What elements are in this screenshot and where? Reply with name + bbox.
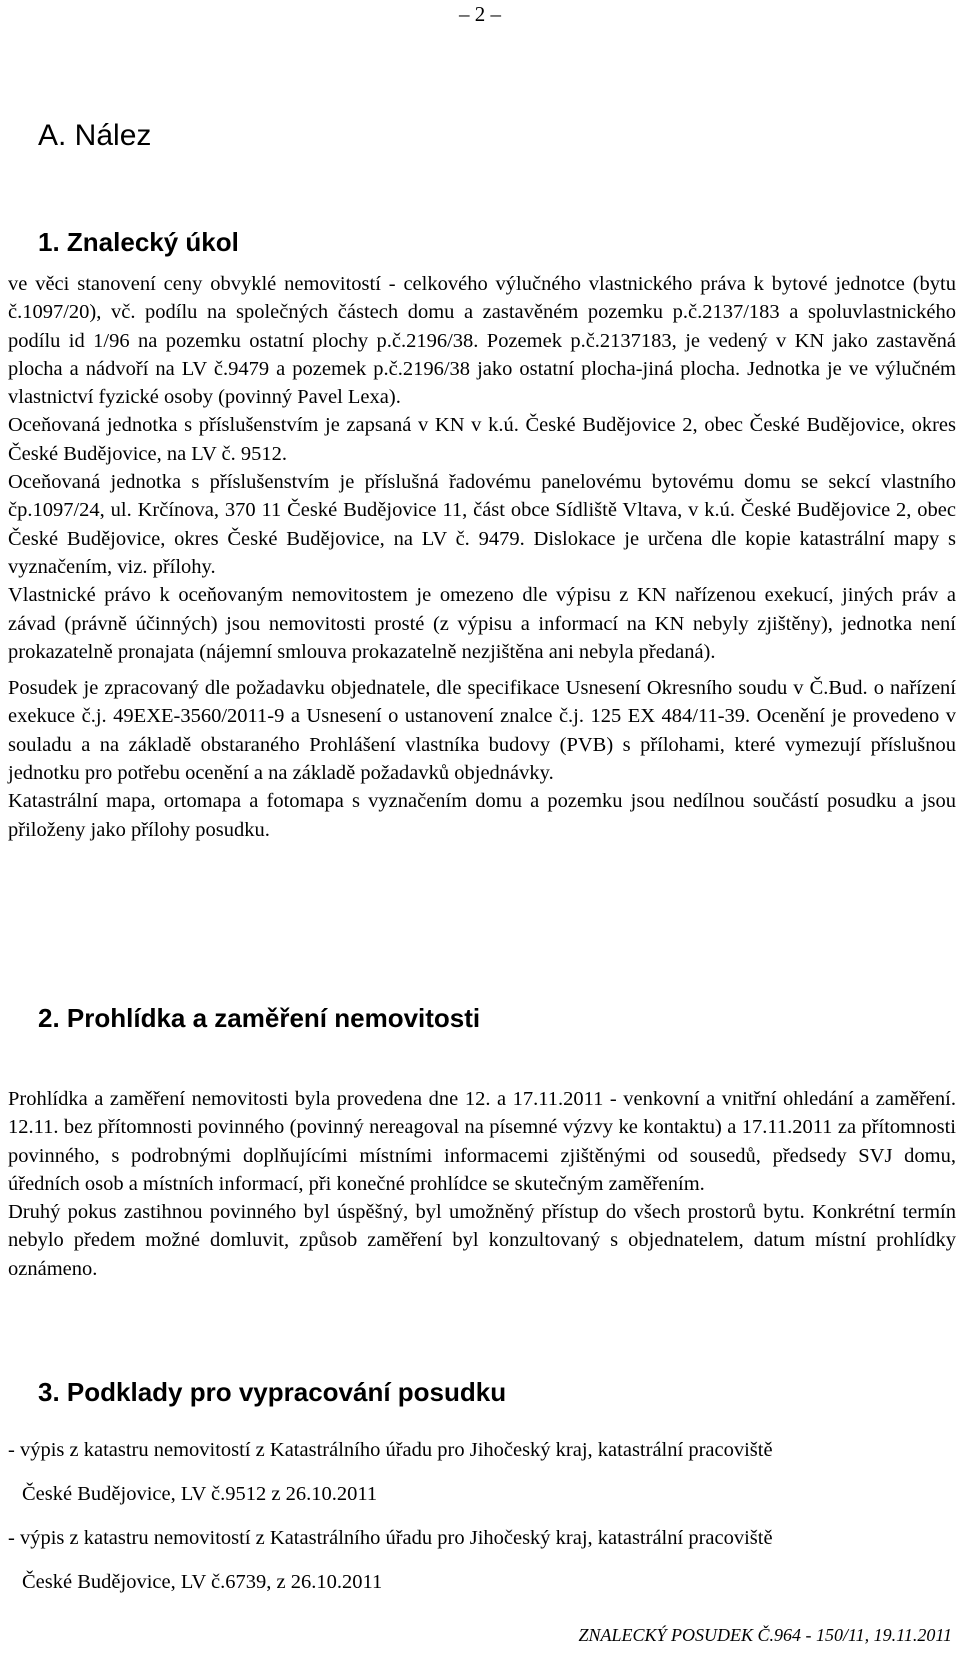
paragraph: Oceňovaná jednotka s příslušenstvím je zapsaná v KN v k.ú. České Budějovice 2, obec České Budějovice, okres České Budějovice, na LV č. 9512.: [8, 414, 956, 465]
heading-nalez: A. Nález: [38, 119, 152, 152]
paragraph: Posudek je zpracovaný dle požadavku objednatele, dle specifikace Usnesení Okresního soudu v Č.Bud. o nařízení exekuce č.j. 49EXE-3560/2011-9 a Usnesení o ustanovení znalce č.j. 125 EX 484/11-39. Ocenění je provedeno v souladu a na základě obstaraného Prohlášení vlastníka budovy (PVB) s přílohami, které vymezují příslušnou jednotku pro potřebu ocenění a na základě požadavků objednávky.: [8, 677, 956, 785]
paragraph: Druhý pokus zastihnou povinného byl úspěšný, byl umožněný přístup do všech prostorů bytu. Konkrétní termín nebylo předem možné domluvit, způsob zaměření byl konzultovaný s objednatelem, datum místní prohlídky oznámeno.: [8, 1201, 956, 1280]
paragraph: ve věci stanovení ceny obvyklé nemovitostí - celkového výlučného vlastnického práva k bytové jednotce (bytu č.1097/20), vč. podílu na společných částech domu a zastavěném pozemku p.č.2137/183 a spoluvlastnického podílu id 1/96 na pozemku ostatní plochy p.č.2196/38. Pozemek p.č.2137183, je vedený v KN jako zastavěná plocha a nádvoří na LV č.9479 a pozemek p.č.2196/38 jako ostatní plocha-jiná plocha. Jednotka je ve výlučném vlastnictví fyzické osoby (povinný Pavel Lexa).: [8, 273, 956, 409]
source-item-1-line1: - výpis z katastru nemovitostí z Katastrálního úřadu pro Jihočeský kraj, katastrální pracoviště: [8, 1439, 773, 1461]
paragraph: Katastrální mapa, ortomapa a fotomapa s vyznačením domu a pozemku jsou nedílnou součástí posudku a jsou přiloženy jako přílohy posudku.: [8, 790, 956, 841]
section-2-body: [8, 1085, 956, 1283]
section-1-body: [8, 270, 956, 844]
source-item-1-line2: České Budějovice, LV č.9512 z 26.10.2011: [22, 1483, 378, 1505]
source-item-2-line2: České Budějovice, LV č.6739, z 26.10.2011: [22, 1571, 383, 1593]
source-item-2-line1: - výpis z katastru nemovitostí z Katastrálního úřadu pro Jihočeský kraj, katastrální pracoviště: [8, 1527, 773, 1549]
section-1-title: 1. Znalecký úkol: [38, 227, 239, 257]
paragraph: Prohlídka a zaměření nemovitosti byla provedena dne 12. a 17.11.2011 - venkovní a vnitřní ohledání a zaměření. 12.11. bez přítomnosti povinného (povinný nereagoval na písemné výzvy ke kontaktu) a 17.11.2011 za přítomnosti povinného, s podrobnými doplňujícími místními informacemi zjištěnými od sousedů, předsedy SVJ domu, úředních osob a místních informací, při konečné prohlídce se skutečným zaměřením.: [8, 1088, 956, 1195]
section-2-title: 2. Prohlídka a zaměření nemovitosti: [38, 1003, 481, 1033]
section-3-title: 3. Podklady pro vypracování posudku: [38, 1377, 507, 1407]
page-number: – 2 –: [459, 2, 501, 26]
paragraph: Vlastnické právo k oceňovaným nemovitostem je omezeno dle výpisu z KN nařízenou exekucí, jiných práv a závad (právně účinných) jsou nemovitosti prosté (z výpisu a informací na KN nebyly zjištěny), jednotka není prokazatelně pronajata (nájemní smlouva prokazatelně nezjištěna ani nebyla předaná).: [8, 584, 956, 663]
paragraph: Oceňovaná jednotka s příslušenstvím je příslušná řadovému panelovému bytovému domu se sekcí vlastního čp.1097/24, ul. Krčínova, 370 11 České Budějovice 11, část obce Sídliště Vltava, v k.ú. České Budějovice 2, obec České Budějovice, okres České Budějovice, na LV č. 9479. Dislokace je určena dle kopie katastrální mapy s vyznačením, viz. přílohy.: [8, 471, 956, 578]
page-footer: ZNALECKÝ POSUDEK Č.964 - 150/11, 19.11.2011: [578, 1625, 952, 1645]
